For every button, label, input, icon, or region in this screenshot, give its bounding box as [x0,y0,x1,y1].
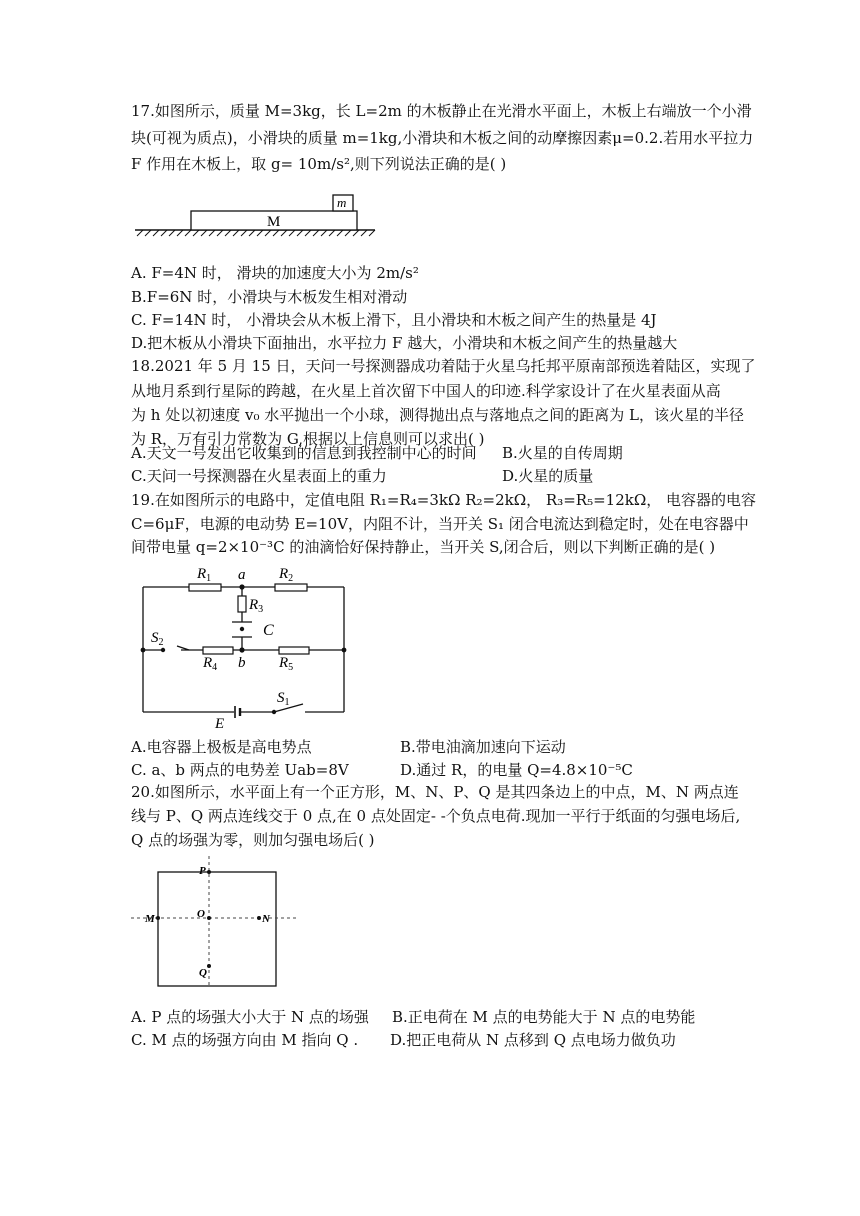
q17-option-a: A. F=4N 时， 滑块的加速度大小为 2m/s² [131,264,419,282]
q18-option-d: D.火星的质量 [502,467,594,485]
s1-label: $S_1$ [277,690,290,708]
q18-stem-line-2: 从地月系到行星际的跨越，在火星上首次留下中国人的印迹.科学家设计了在火星表面从高 [131,382,721,400]
q-label: Q [199,967,207,979]
q17-stem-line-3: F 作用在木板上，取 g= 10m/s²,则下列说法正确的是( ) [131,155,507,173]
p-label: P [199,865,206,877]
q19-option-d: D.通过 R，的电量 Q=4.8×10⁻⁵C [400,761,633,779]
c-label: C [263,622,274,639]
q20-option-b: B.正电荷在 M 点的电势能大于 N 点的电势能 [392,1008,696,1026]
resistor-r2 [275,584,307,591]
q17-option-d: D.把木板从小滑块下面抽出，水平拉力 F 越大，小滑块和木板之间产生的热量越大 [131,334,678,352]
q17-option-b: B.F=6N 时，小滑块与木板发生相对滑动 [131,288,408,306]
r1-label: $R_1$ [197,566,212,584]
s2-label: $S_2$ [151,630,164,648]
resistor-r5 [279,647,309,654]
r4-label: $R_4$ [203,655,218,673]
q17-option-c: C. F=14N 时， 小滑块会从木板上滑下，且小滑块和木板之间产生的热量是 4J [131,311,657,329]
q20-option-a: A. P 点的场强大小大于 N 点的场强 [131,1008,369,1026]
q19-stem-line-3: 间带电量 q=2×10⁻³C 的油滴恰好保持静止，当开关 S,闭合后，则以下判断正确的是( ) [131,538,716,556]
board-label: M [267,214,281,230]
q20-stem-line-2: 线与 P、Q 两点连线交于 0 点,在 0 点处固定- -个负点电荷.现加一平行于纸面的匀强电场后, [131,807,741,825]
n-label: N [262,913,270,925]
q18-option-a: A.天文一号发出它收集到的信息到我控制中心的时间 [131,444,477,462]
b-label: b [238,655,246,671]
q18-option-c: C.天问一号探测器在火星表面上的重力 [131,467,387,485]
resistor-r3 [238,596,246,612]
resistor-r4 [203,647,233,654]
square [158,872,276,986]
q18-option-b: B.火星的自传周期 [502,444,623,462]
q20-option-c: C. M 点的场强方向由 M 指向 Q . [131,1031,359,1049]
r3-label: $R_3$ [249,597,264,615]
q19-stem-line-2: C=6μF，电源的电动势 E=10V，内阻不计，当开关 S₁ 闭合电流达到稳定时，处在电容器中 [131,515,749,533]
q19-option-b: B.带电油滴加速向下运动 [400,738,566,756]
e-label: E [215,716,225,732]
block-label: m [337,195,347,210]
q19-stem-line-1: 19.在如图所示的电路中，定值电阻 R₁=R₄=3kΩ R₂=2kΩ， R₃=R₅=12kΩ， 电容器的电容 [131,491,757,509]
q19-option-a: A.电容器上极板是高电势点 [131,738,312,756]
a-label: a [238,567,246,583]
q17-board-block-figure [131,190,381,240]
q18-stem-line-1: 18.2021 年 5 月 15 日，天问一号探测器成功着陆于火星乌托邦平原南部预选着陆区，实现了 [131,357,756,375]
resistor-r1 [189,584,221,591]
q18-stem-line-4: 为 R，万有引力常数为 G,根据以上信息则可以求出( ) [131,430,485,448]
q20-stem-line-1: 20.如图所示，水平面上有一个正方形，M、N、P、Q 是其四条边上的中点，M、N 两点连 [131,783,739,801]
q20-square-field-diagram [131,852,311,992]
q17-stem-line-1: 17.如图所示，质量 M=3kg，长 L=2m 的木板静止在光滑水平面上，木板上右端放一个小滑 [131,102,752,120]
q19-circuit-diagram [131,562,361,732]
r2-label: $R_2$ [279,566,294,584]
q18-stem-line-3: 为 h 处以初速度 v₀ 水平抛出一个小球，测得抛出点与落地点之间的距离为 L，该火星的半径 [131,406,744,424]
q19-option-c: C. a、b 两点的电势差 Uab=8V [131,761,349,779]
o-label: O [197,908,205,920]
q17-stem-line-2: 块(可视为质点)，小滑块的质量 m=1kg,小滑块和木板之间的动摩擦因素μ=0.2.若用水平拉力 [131,129,754,147]
m-label: M [145,913,155,925]
r5-label: $R_5$ [279,655,294,673]
q20-option-d: D.把正电荷从 N 点移到 Q 点电场力做负功 [390,1031,676,1049]
q20-stem-line-3: Q 点的场强为零，则加匀强电场后( ) [131,831,375,849]
